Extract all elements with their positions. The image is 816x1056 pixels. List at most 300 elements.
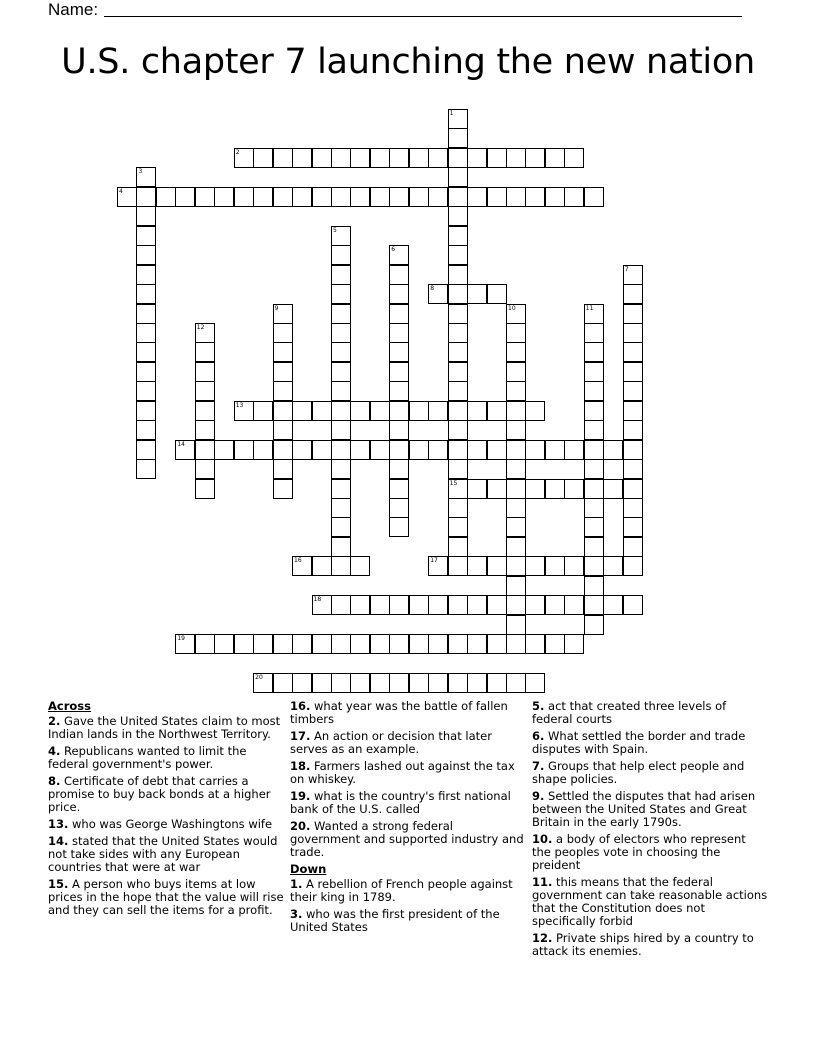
cell-number: 11 (585, 304, 594, 312)
grid-cell[interactable] (312, 440, 332, 460)
grid-cell[interactable] (584, 615, 604, 635)
grid-cell[interactable] (136, 304, 156, 324)
cell-number: 8 (430, 285, 435, 293)
grid-cell[interactable] (448, 265, 468, 285)
grid-cell[interactable] (448, 128, 468, 148)
grid-cell[interactable] (448, 284, 468, 304)
grid-cell[interactable] (448, 459, 468, 479)
grid-cell[interactable] (195, 459, 215, 479)
grid-cell[interactable] (331, 459, 351, 479)
grid-cell[interactable] (273, 362, 293, 382)
grid-cell[interactable] (273, 187, 293, 207)
grid-cell[interactable] (234, 187, 254, 207)
grid-cell[interactable] (409, 595, 429, 615)
grid-cell[interactable] (136, 284, 156, 304)
grid-cell[interactable] (409, 673, 429, 693)
grid-cell[interactable] (409, 187, 429, 207)
grid-cell[interactable] (506, 517, 526, 537)
grid-cell[interactable] (584, 440, 604, 460)
grid-cell[interactable] (331, 634, 351, 654)
grid-cell[interactable] (623, 517, 643, 537)
grid-cell[interactable] (564, 148, 584, 168)
grid-cell[interactable] (331, 420, 351, 440)
grid-cell[interactable] (448, 634, 468, 654)
clue-number: 13. (48, 817, 69, 831)
grid-cell[interactable] (467, 148, 487, 168)
clue-number: 17. (290, 729, 311, 743)
grid-cell[interactable] (331, 381, 351, 401)
grid-cell[interactable] (506, 615, 526, 635)
grid-cell[interactable] (273, 459, 293, 479)
grid-cell[interactable] (312, 187, 332, 207)
grid-cell[interactable] (350, 673, 370, 693)
grid-cell[interactable] (370, 634, 390, 654)
grid-cell[interactable] (506, 342, 526, 362)
grid-cell[interactable] (370, 401, 390, 421)
grid-cell[interactable] (136, 362, 156, 382)
grid-cell[interactable] (389, 595, 409, 615)
grid-cell[interactable] (448, 556, 468, 576)
grid-cell[interactable] (545, 187, 565, 207)
grid-cell[interactable] (214, 187, 234, 207)
grid-cell[interactable] (506, 673, 526, 693)
grid-cell[interactable] (292, 148, 312, 168)
clue-item (290, 790, 526, 816)
grid-cell[interactable] (350, 595, 370, 615)
grid-cell[interactable] (448, 304, 468, 324)
grid-cell[interactable] (448, 148, 468, 168)
grid-cell[interactable] (117, 187, 137, 207)
grid-cell[interactable] (136, 245, 156, 265)
grid-cell[interactable] (253, 401, 273, 421)
clue-text: Farmers lashed out against the tax on whiskey. (290, 759, 515, 786)
grid-cell[interactable] (331, 323, 351, 343)
grid-cell[interactable] (623, 265, 643, 285)
grid-cell[interactable] (584, 459, 604, 479)
grid-cell[interactable] (525, 187, 545, 207)
grid-cell[interactable] (564, 440, 584, 460)
grid-cell[interactable] (214, 634, 234, 654)
grid-cell[interactable] (350, 634, 370, 654)
grid-cell[interactable] (253, 187, 273, 207)
grid-cell[interactable] (623, 420, 643, 440)
grid-cell[interactable] (448, 187, 468, 207)
grid-cell[interactable] (623, 440, 643, 460)
clue-number: 14. (48, 834, 69, 848)
grid-cell[interactable] (195, 634, 215, 654)
grid-cell[interactable] (448, 362, 468, 382)
grid-cell[interactable] (545, 479, 565, 499)
grid-cell[interactable] (623, 342, 643, 362)
grid-cell[interactable] (389, 323, 409, 343)
grid-cell[interactable] (273, 420, 293, 440)
grid-cell[interactable] (564, 556, 584, 576)
grid-cell[interactable] (389, 673, 409, 693)
grid-cell[interactable] (136, 420, 156, 440)
grid-cell[interactable] (234, 440, 254, 460)
clue-text: this means that the federal government can take reasonable actions that the Constitution does not specifically forbid (532, 875, 768, 928)
grid-cell[interactable] (506, 479, 526, 499)
grid-cell[interactable] (370, 148, 390, 168)
grid-cell[interactable] (273, 440, 293, 460)
grid-cell[interactable] (467, 187, 487, 207)
grid-cell[interactable] (487, 187, 507, 207)
grid-cell[interactable] (428, 284, 448, 304)
grid-cell[interactable] (525, 148, 545, 168)
grid-cell[interactable] (584, 187, 604, 207)
grid-cell[interactable] (331, 556, 351, 576)
grid-cell[interactable] (448, 167, 468, 187)
grid-cell[interactable] (312, 401, 332, 421)
grid-cell[interactable] (506, 459, 526, 479)
grid-cell[interactable] (136, 440, 156, 460)
grid-cell[interactable] (409, 148, 429, 168)
grid-cell[interactable] (389, 420, 409, 440)
grid-cell[interactable] (234, 634, 254, 654)
grid-cell[interactable] (623, 304, 643, 324)
grid-cell[interactable] (350, 440, 370, 460)
grid-cell[interactable] (195, 342, 215, 362)
cell-number: 15 (449, 479, 458, 487)
grid-cell[interactable] (428, 148, 448, 168)
grid-cell[interactable] (545, 634, 565, 654)
grid-cell[interactable] (487, 556, 507, 576)
grid-cell[interactable] (584, 595, 604, 615)
grid-cell[interactable] (584, 517, 604, 537)
grid-cell[interactable] (623, 479, 643, 499)
grid-cell[interactable] (273, 342, 293, 362)
grid-cell[interactable] (506, 498, 526, 518)
cell-number: 4 (119, 187, 123, 195)
grid-cell[interactable] (331, 304, 351, 324)
grid-cell[interactable] (331, 498, 351, 518)
grid-cell[interactable] (389, 342, 409, 362)
grid-cell[interactable] (623, 284, 643, 304)
grid-cell[interactable] (195, 323, 215, 343)
grid-cell[interactable] (506, 381, 526, 401)
grid-cell[interactable] (584, 362, 604, 382)
grid-cell[interactable] (331, 148, 351, 168)
grid-cell[interactable] (506, 148, 526, 168)
grid-cell[interactable] (136, 401, 156, 421)
grid-cell[interactable] (195, 479, 215, 499)
grid-cell[interactable] (448, 420, 468, 440)
grid-cell[interactable] (506, 595, 526, 615)
grid-cell[interactable] (467, 401, 487, 421)
grid-cell[interactable] (331, 265, 351, 285)
grid-cell[interactable] (564, 187, 584, 207)
grid-cell[interactable] (195, 440, 215, 460)
grid-cell[interactable] (506, 187, 526, 207)
grid-cell[interactable] (370, 440, 390, 460)
grid-cell[interactable] (331, 362, 351, 382)
grid-cell[interactable] (487, 284, 507, 304)
grid-cell[interactable] (487, 634, 507, 654)
grid-cell[interactable] (448, 673, 468, 693)
clue-item (48, 818, 284, 831)
grid-cell[interactable] (448, 479, 468, 499)
grid-cell[interactable] (389, 284, 409, 304)
grid-cell[interactable] (487, 479, 507, 499)
grid-cell[interactable] (448, 440, 468, 460)
grid-cell[interactable] (448, 401, 468, 421)
grid-cell[interactable] (525, 673, 545, 693)
grid-cell[interactable] (331, 517, 351, 537)
grid-cell[interactable] (312, 556, 332, 576)
grid-cell[interactable] (603, 440, 623, 460)
grid-cell[interactable] (525, 401, 545, 421)
grid-cell[interactable] (136, 206, 156, 226)
grid-cell[interactable] (273, 401, 293, 421)
grid-cell[interactable] (136, 226, 156, 246)
grid-cell[interactable] (136, 342, 156, 362)
grid-cell[interactable] (623, 323, 643, 343)
grid-cell[interactable] (253, 673, 273, 693)
grid-cell[interactable] (487, 440, 507, 460)
grid-cell[interactable] (389, 187, 409, 207)
clue-text: Groups that help elect people and shape policies. (532, 759, 745, 786)
grid-cell[interactable] (487, 673, 507, 693)
grid-cell[interactable] (389, 401, 409, 421)
grid-cell[interactable] (506, 440, 526, 460)
grid-cell[interactable] (603, 595, 623, 615)
grid-cell[interactable] (136, 381, 156, 401)
grid-cell[interactable] (448, 226, 468, 246)
grid-cell[interactable] (525, 595, 545, 615)
grid-cell[interactable] (525, 634, 545, 654)
grid-cell[interactable] (350, 401, 370, 421)
grid-cell[interactable] (389, 265, 409, 285)
grid-cell[interactable] (273, 323, 293, 343)
grid-cell[interactable] (389, 304, 409, 324)
grid-cell[interactable] (448, 498, 468, 518)
clue-item (48, 715, 284, 741)
grid-cell[interactable] (273, 304, 293, 324)
grid-cell[interactable] (525, 440, 545, 460)
grid-cell[interactable] (448, 323, 468, 343)
grid-cell[interactable] (448, 537, 468, 557)
grid-cell[interactable] (312, 148, 332, 168)
grid-cell[interactable] (195, 420, 215, 440)
grid-cell[interactable] (136, 265, 156, 285)
grid-cell[interactable] (370, 673, 390, 693)
grid-cell[interactable] (292, 187, 312, 207)
grid-cell[interactable] (273, 673, 293, 693)
grid-cell[interactable] (448, 206, 468, 226)
grid-cell[interactable] (234, 148, 254, 168)
grid-cell[interactable] (331, 284, 351, 304)
grid-cell[interactable] (312, 595, 332, 615)
grid-cell[interactable] (195, 362, 215, 382)
grid-cell[interactable] (136, 187, 156, 207)
grid-cell[interactable] (525, 479, 545, 499)
grid-cell[interactable] (428, 187, 448, 207)
grid-cell[interactable] (292, 634, 312, 654)
grid-cell[interactable] (136, 323, 156, 343)
grid-cell[interactable] (487, 148, 507, 168)
grid-cell[interactable] (292, 673, 312, 693)
grid-cell[interactable] (448, 595, 468, 615)
grid-cell[interactable] (487, 595, 507, 615)
grid-cell[interactable] (389, 479, 409, 499)
grid-cell[interactable] (136, 459, 156, 479)
grid-cell[interactable] (448, 517, 468, 537)
grid-cell[interactable] (545, 595, 565, 615)
grid-cell[interactable] (195, 401, 215, 421)
clue-number: 16. (290, 699, 311, 713)
grid-cell[interactable] (564, 479, 584, 499)
grid-cell[interactable] (584, 381, 604, 401)
grid-cell[interactable] (389, 459, 409, 479)
clue-text: An action or decision that later serves as an example. (290, 729, 492, 756)
grid-cell[interactable] (195, 381, 215, 401)
grid-cell[interactable] (584, 401, 604, 421)
grid-cell[interactable] (350, 556, 370, 576)
grid-cell[interactable] (409, 401, 429, 421)
grid-cell[interactable] (467, 673, 487, 693)
grid-cell[interactable] (584, 420, 604, 440)
grid-cell[interactable] (545, 556, 565, 576)
grid-cell[interactable] (389, 381, 409, 401)
grid-cell[interactable] (448, 245, 468, 265)
grid-cell[interactable] (545, 148, 565, 168)
grid-cell[interactable] (214, 440, 234, 460)
grid-cell[interactable] (331, 673, 351, 693)
clue-text: Private ships hired by a country to attack its enemies. (532, 931, 754, 958)
grid-cell[interactable] (253, 634, 273, 654)
grid-cell[interactable] (292, 556, 312, 576)
grid-cell[interactable] (331, 245, 351, 265)
grid-cell[interactable] (409, 634, 429, 654)
grid-cell[interactable] (312, 634, 332, 654)
grid-cell[interactable] (506, 537, 526, 557)
grid-cell[interactable] (525, 556, 545, 576)
grid-cell[interactable] (428, 440, 448, 460)
grid-cell[interactable] (292, 401, 312, 421)
grid-cell[interactable] (428, 401, 448, 421)
grid-cell[interactable] (136, 167, 156, 187)
grid-cell[interactable] (389, 517, 409, 537)
grid-cell[interactable] (623, 556, 643, 576)
grid-cell[interactable] (623, 459, 643, 479)
grid-cell[interactable] (331, 440, 351, 460)
grid-cell[interactable] (623, 498, 643, 518)
grid-cell[interactable] (506, 420, 526, 440)
grid-cell[interactable] (370, 595, 390, 615)
grid-cell[interactable] (331, 595, 351, 615)
grid-cell[interactable] (331, 342, 351, 362)
grid-cell[interactable] (273, 381, 293, 401)
grid-cell[interactable] (584, 323, 604, 343)
grid-cell[interactable] (175, 440, 195, 460)
grid-cell[interactable] (506, 634, 526, 654)
grid-cell[interactable] (292, 440, 312, 460)
grid-cell[interactable] (623, 537, 643, 557)
grid-cell[interactable] (545, 440, 565, 460)
grid-cell[interactable] (603, 556, 623, 576)
grid-cell[interactable] (175, 634, 195, 654)
grid-cell[interactable] (467, 284, 487, 304)
grid-cell[interactable] (584, 498, 604, 518)
grid-cell[interactable] (409, 440, 429, 460)
grid-cell[interactable] (331, 401, 351, 421)
grid-cell[interactable] (506, 556, 526, 576)
grid-cell[interactable] (428, 556, 448, 576)
grid-cell[interactable] (584, 479, 604, 499)
grid-cell[interactable] (584, 576, 604, 596)
grid-cell[interactable] (448, 109, 468, 129)
grid-cell[interactable] (273, 148, 293, 168)
grid-cell[interactable] (331, 187, 351, 207)
grid-cell[interactable] (623, 401, 643, 421)
grid-cell[interactable] (389, 498, 409, 518)
grid-cell[interactable] (506, 576, 526, 596)
grid-cell[interactable] (467, 440, 487, 460)
grid-cell[interactable] (506, 304, 526, 324)
grid-cell[interactable] (389, 245, 409, 265)
cell-number: 12 (196, 323, 205, 331)
grid-cell[interactable] (564, 595, 584, 615)
grid-cell[interactable] (467, 479, 487, 499)
grid-cell[interactable] (370, 187, 390, 207)
clue-item (290, 878, 526, 904)
grid-cell[interactable] (331, 479, 351, 499)
grid-cell[interactable] (487, 401, 507, 421)
grid-cell[interactable] (389, 148, 409, 168)
grid-cell[interactable] (448, 381, 468, 401)
grid-cell[interactable] (603, 479, 623, 499)
grid-cell[interactable] (506, 362, 526, 382)
grid-cell[interactable] (389, 440, 409, 460)
grid-cell[interactable] (253, 440, 273, 460)
grid-cell[interactable] (584, 556, 604, 576)
grid-cell[interactable] (448, 342, 468, 362)
grid-cell[interactable] (428, 595, 448, 615)
grid-cell[interactable] (331, 226, 351, 246)
grid-cell[interactable] (389, 634, 409, 654)
grid-cell[interactable] (350, 187, 370, 207)
grid-cell[interactable] (273, 479, 293, 499)
grid-cell[interactable] (467, 634, 487, 654)
grid-cell[interactable] (428, 673, 448, 693)
grid-cell[interactable] (389, 362, 409, 382)
grid-cell[interactable] (584, 304, 604, 324)
grid-cell[interactable] (584, 537, 604, 557)
grid-cell[interactable] (623, 362, 643, 382)
grid-cell[interactable] (584, 342, 604, 362)
clue-text: who was George Washingtons wife (68, 817, 273, 831)
grid-cell[interactable] (623, 381, 643, 401)
clue-number: 18. (290, 759, 311, 773)
grid-cell[interactable] (273, 634, 293, 654)
grid-cell[interactable] (350, 148, 370, 168)
grid-cell[interactable] (623, 595, 643, 615)
grid-cell[interactable] (312, 673, 332, 693)
grid-cell[interactable] (195, 187, 215, 207)
grid-cell[interactable] (253, 148, 273, 168)
grid-cell[interactable] (428, 634, 448, 654)
grid-cell[interactable] (156, 187, 176, 207)
grid-cell[interactable] (564, 634, 584, 654)
clue-item (48, 878, 284, 917)
grid-cell[interactable] (331, 537, 351, 557)
grid-cell[interactable] (467, 556, 487, 576)
grid-cell[interactable] (467, 595, 487, 615)
grid-cell[interactable] (234, 401, 254, 421)
grid-cell[interactable] (506, 323, 526, 343)
grid-cell[interactable] (506, 401, 526, 421)
grid-cell[interactable] (175, 187, 195, 207)
